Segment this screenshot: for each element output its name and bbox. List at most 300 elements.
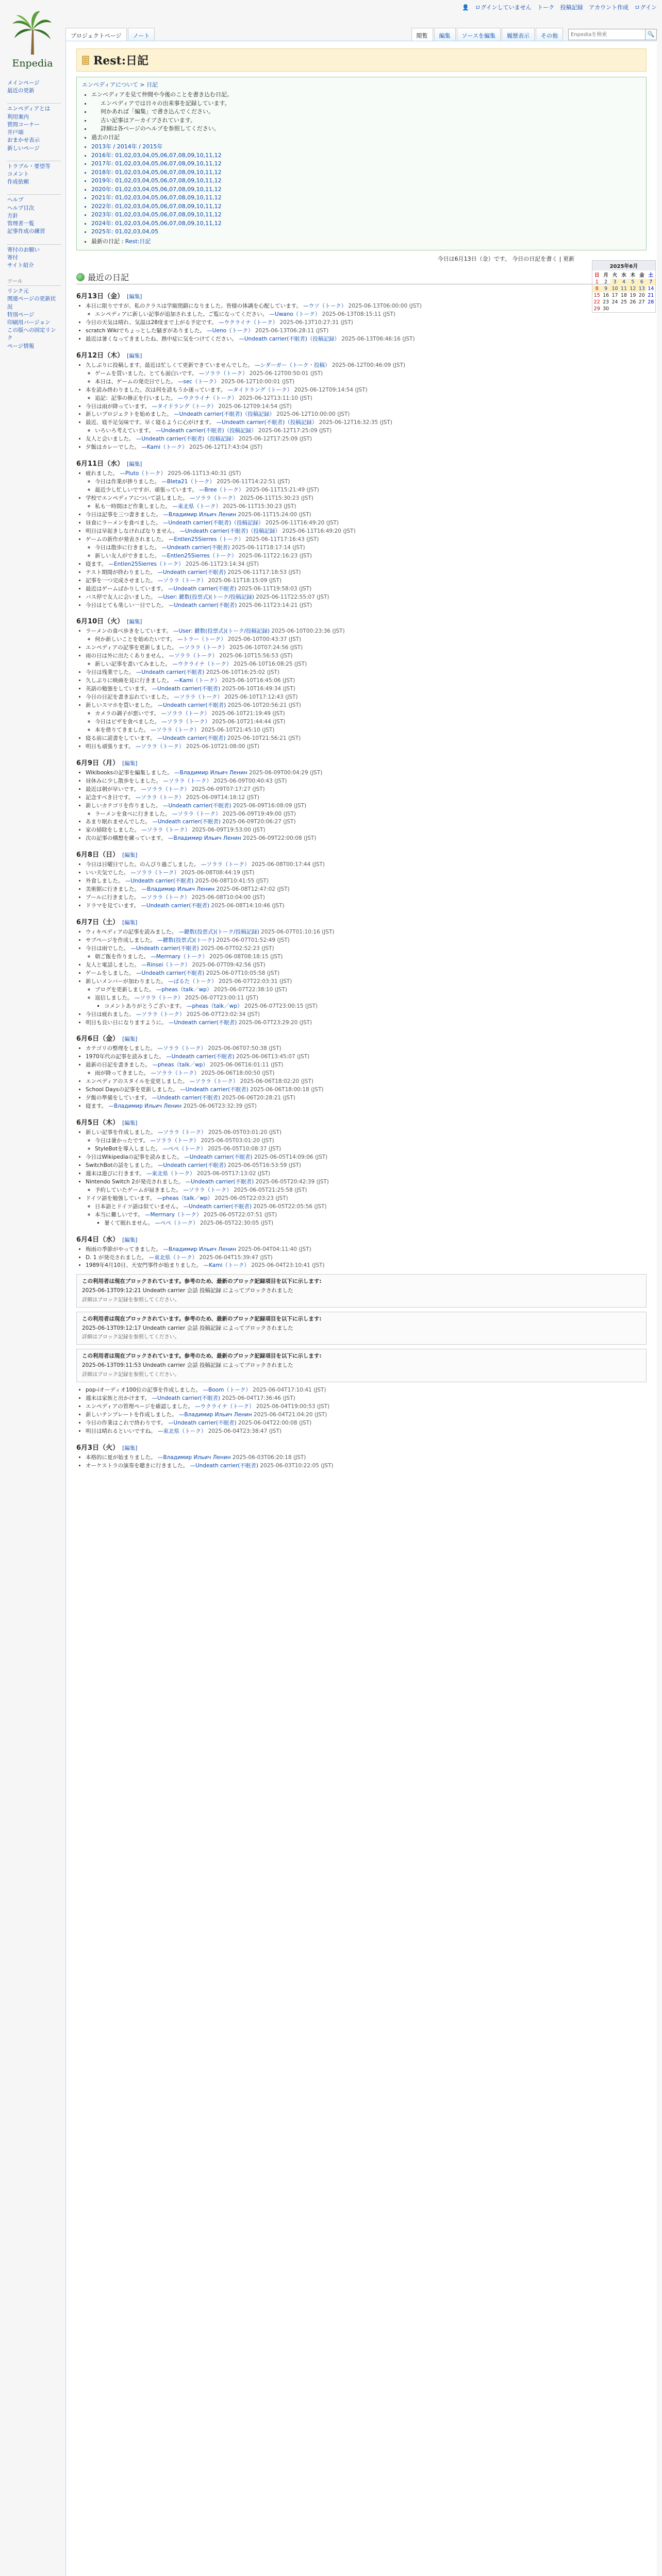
entry-text: オーケストラの演奏を聴きに行きました。 — [86, 1462, 189, 1469]
entry-signature-link[interactable]: —東北県（トーク） — [172, 503, 221, 510]
entry-text: 新しい友人ができました。 — [95, 552, 160, 559]
entry-signature-link[interactable]: —Undeath carrier(不眠者)（投稿記録） — [179, 528, 281, 534]
nav-random[interactable]: おまかせ表示 — [7, 137, 40, 144]
tab-more[interactable]: その他 — [536, 28, 563, 41]
entry-signature-link[interactable]: —Владимир Ильич Ленин — [163, 1246, 237, 1252]
nav-donate-request[interactable]: 寄付のお願い — [7, 246, 40, 253]
archive-row-link[interactable]: • 2017年: 01,02,03,04,05,06,07,08,09,10,11,12 — [91, 160, 641, 168]
search-icon[interactable]: 🔍 — [646, 29, 657, 40]
entry-signature-link[interactable]: —ソララ（トーク） — [201, 861, 250, 868]
diary-entry — [86, 794, 647, 802]
diary-entry — [86, 1419, 647, 1428]
diary-day-date: 6月9日（月） — [76, 759, 120, 767]
entry-signature-link[interactable]: —Undeath carrier(不眠者)（投稿記録） — [136, 436, 237, 443]
breadcrumb[interactable]: エンペディアについて > 日記 — [82, 81, 158, 88]
entry-timestamp: 2025-06-07T23:00:11 (JST) — [185, 994, 258, 1001]
entry-signature-link[interactable]: —Entlen25Sierres（トーク） — [168, 536, 244, 543]
entry-signature-link[interactable]: —東北県（トーク） — [148, 1254, 198, 1261]
calendar-day: 28 — [648, 299, 654, 305]
diary-entry — [86, 577, 647, 585]
diary-entry — [95, 1137, 647, 1145]
nav-site-intro[interactable]: サイト紹介 — [7, 262, 34, 268]
entry-signature-link[interactable]: —ソララ（トーク） — [130, 870, 179, 876]
main-content — [65, 41, 657, 2576]
entry-signature-link[interactable]: —Uwano（トーク） — [269, 311, 321, 317]
entry-signature-link[interactable]: —Undeath carrier(不眠者) — [190, 1462, 258, 1469]
entry-text: 新しい記事を書いてみました。 — [95, 661, 171, 668]
entry-signature-link[interactable]: —タイドラング（トーク） — [152, 403, 217, 410]
entry-signature-link[interactable]: —Entlen25Sierres（トーク） — [108, 561, 184, 567]
tab-history[interactable]: 履歴表示 — [502, 28, 535, 41]
entry-signature-link[interactable]: —ぱるた（トーク） — [168, 978, 217, 985]
entry-signature-link[interactable]: —ウソ（トーク） — [303, 303, 347, 309]
calendar-day: 2 — [604, 279, 608, 285]
section-edit-link[interactable]: [編集] — [122, 1445, 138, 1451]
diary-entry — [95, 478, 647, 486]
entry-signature-link[interactable]: —Kami（トーク） — [141, 444, 188, 451]
nav-guide[interactable]: 利用案内 — [7, 113, 29, 120]
calendar-day: 22 — [593, 299, 600, 305]
entry-text: テスト期間が終わりました。 — [86, 569, 156, 575]
entry-signature-link[interactable]: —Merrnary（トーク） — [145, 1211, 202, 1218]
entry-text: 暑くて眠れません。 — [104, 1219, 154, 1226]
month-calendar — [592, 260, 656, 313]
entry-signature-link[interactable]: —pheas（talk／wp） — [187, 1003, 243, 1009]
calendar-day[interactable]: 12 — [628, 285, 637, 292]
entry-signature-link[interactable]: —ぺぺ（トーク） — [162, 1146, 206, 1153]
entry-signature-link[interactable]: —ソララ（トーク） — [157, 1045, 206, 1052]
entry-signature-link[interactable]: —ソララ（トーク） — [136, 1011, 185, 1018]
not-logged-in: ログインしていません — [475, 4, 532, 11]
entry-list — [76, 1454, 647, 1470]
entry-signature-link[interactable]: —Undeath carrier(不眠者) — [180, 1087, 249, 1093]
nav-trouble[interactable]: トラブル・要望等 — [7, 163, 51, 170]
entry-timestamp: 2025-06-12T10:00:00 (JST) — [276, 411, 350, 418]
entry-signature-link[interactable]: —ソララ（トーク） — [183, 1187, 232, 1193]
diary-icon — [82, 56, 89, 65]
entry-signature-link[interactable]: —ソララ（トーク） — [161, 718, 210, 725]
entry-timestamp: 2025-06-06T18:00:18 (JST) — [250, 1087, 324, 1093]
entry-signature-link[interactable]: —鍵数(投票式)(トーク) — [157, 937, 215, 943]
entry-timestamp: 2025-06-09T14:18:12 (JST) — [186, 794, 259, 801]
archive-row-link[interactable]: • 2020年: 01,02,03,04,05,06,07,08,09,10,11,12 — [91, 185, 641, 194]
entry-signature-link[interactable]: —sec（トーク） — [177, 378, 220, 385]
entry-signature-link[interactable]: —Undeath carrier(不眠者) — [130, 945, 199, 952]
entry-signature-link[interactable]: —pheas（talk／wp） — [156, 986, 212, 993]
calendar-day[interactable]: 6 — [637, 279, 646, 285]
entry-text: 雨の日は外に出たくありません。 — [86, 653, 168, 659]
tab-edit[interactable]: 編集 — [434, 28, 456, 41]
tool-print[interactable]: 印刷用バージョン — [7, 319, 51, 326]
entry-text: ラーメンの食べ歩きをしています。 — [86, 628, 172, 635]
block-notice-body: 2025-06-13T09:12:21 Undeath carrier 会話 投稿記録 によってブロックされました — [82, 1287, 293, 1294]
entry-signature-link[interactable]: —Владимир Ильич Ленин — [168, 835, 241, 842]
archive-row-link[interactable]: • 2013年 / 2014年 / 2015年 — [91, 143, 641, 151]
entry-signature-link[interactable]: —Ueno（トーク） — [207, 327, 254, 334]
entry-signature-link[interactable]: —ぺぺ（トーク） — [155, 1219, 198, 1226]
rest-diary-link[interactable]: Rest:日記 — [125, 238, 151, 245]
tool-permalink[interactable]: この版への固定リンク — [7, 327, 56, 342]
archive-row-link[interactable]: • 2018年: 01,02,03,04,05,06,07,08,09,10,11,12 — [91, 168, 641, 177]
entry-signature-link[interactable]: —Владимир Ильич Ленин — [178, 1411, 252, 1418]
entry-signature-link[interactable]: —Владимир Ильич Ленин — [174, 769, 247, 776]
entry-timestamp: 2025-06-10T16:25:02 (JST) — [206, 669, 280, 676]
entry-signature-link[interactable]: —ソララ（トーク） — [141, 827, 190, 834]
entry-text: 本日に限りですが、私のクラスは学級閉鎖になりました。皆様の体調を心配しています。 — [86, 303, 302, 309]
entry-signature-link[interactable]: —Undeath carrier(不眠者) — [152, 1095, 221, 1101]
globe-icon — [76, 273, 85, 281]
entry-timestamp: 2025-06-06T16:01:11 (JST) — [210, 1062, 284, 1069]
entry-text: 久しぶりに投稿します。最近は忙しくて更新できていませんでした。 — [86, 362, 253, 368]
diary-day-heading — [76, 757, 647, 767]
nav-village-pump[interactable]: 井戸端 — [7, 129, 24, 136]
diary-entry — [86, 894, 647, 902]
entry-timestamp: 2025-06-05T22:03:23 (JST) — [214, 1195, 288, 1201]
entry-signature-link[interactable]: —ソララ（トーク） — [169, 653, 218, 659]
entry-list — [76, 1246, 647, 1270]
entry-list — [76, 1386, 647, 1436]
section-edit-link[interactable]: [編集] — [127, 352, 142, 359]
entry-signature-link[interactable]: —Undeath carrier(不眠者) — [152, 819, 221, 825]
recent-diary-heading — [76, 271, 647, 284]
entry-signature-link[interactable]: —Undeath carrier(不眠者) — [136, 669, 205, 676]
entry-signature-link[interactable]: —Undeath carrier(不眠者) — [168, 1019, 237, 1026]
create-account-link[interactable]: アカウント作成 — [589, 4, 629, 11]
entry-signature-link[interactable]: —ソララ（トーク） — [136, 743, 185, 750]
entry-signature-link[interactable]: —シダーガー（トーク・投稿） — [255, 362, 330, 368]
entry-signature-link[interactable]: —Undeath carrier(不眠者) — [125, 878, 194, 885]
entry-text: 最近はゲームばかりしています。 — [86, 585, 167, 592]
entry-signature-link[interactable]: —Bree（トーク） — [199, 487, 244, 494]
entry-text: 今日は作業が捗りました。 — [95, 479, 160, 485]
diary-entry — [86, 818, 647, 826]
entry-list — [76, 362, 647, 452]
entry-text: 最近は暑くなってきましたね、熱中症に気をつけてください。 — [86, 335, 237, 342]
diary-day-heading — [76, 616, 647, 625]
entry-signature-link[interactable]: —ソララ（トーク） — [174, 694, 223, 701]
section-edit-link[interactable]: [編集] — [127, 294, 142, 300]
entry-text: 明日は早起きしなければなりません。 — [86, 528, 178, 534]
diary-entry — [95, 1211, 647, 1219]
entry-signature-link[interactable]: —東北県（トーク） — [157, 1428, 207, 1434]
entry-signature-link[interactable]: —Владимир Ильич Ленин — [163, 512, 237, 518]
entry-list — [76, 1045, 647, 1111]
section-edit-link[interactable]: [編集] — [127, 461, 142, 468]
entry-signature-link[interactable]: —pheas（talk／wp） — [157, 1195, 213, 1201]
entry-signature-link[interactable]: —Undeath carrier(不眠者) — [152, 1395, 221, 1401]
entry-text: StyleBotを導入しました。 — [95, 1146, 161, 1153]
entry-signature-link[interactable]: —トラー（トーク） — [177, 636, 226, 643]
entry-text: 今日は雨でした。 — [86, 945, 129, 952]
entry-timestamp: 2025-06-10T21:56:21 (JST) — [227, 735, 301, 741]
entry-signature-link[interactable]: —ソララ（トーク） — [179, 645, 228, 651]
entry-signature-link[interactable]: —Undeath carrier(不眠者) — [168, 1419, 237, 1426]
entry-signature-link[interactable]: —Undeath carrier(不眠者) — [161, 544, 230, 551]
archive-row-link[interactable]: • 2019年: 01,02,03,04,05,06,07,08,09,10,11,12 — [91, 177, 641, 185]
block-log-link[interactable]: 詳細はブロック記録を参照してください。 — [82, 1297, 180, 1303]
diary-entry — [86, 886, 647, 894]
entry-text: バス停で友人に会いました。 — [86, 594, 156, 600]
entry-signature-link[interactable]: —Undeath carrier(不眠者) — [162, 802, 231, 809]
nav-questions[interactable]: 質問コーナー — [7, 121, 40, 128]
entry-timestamp: 2025-06-12T17:25:09 (JST) — [238, 436, 312, 443]
site-logo[interactable] — [0, 0, 65, 77]
diary-infobox: エンペディアについて > 日記 • エンペディアを見て仲間や今後のことを書き込む日記。 • エンペディアでは日々の出来事を記録しています。 • 何かあれば「編集」で書き込んでください。 • 古い記事はアーカイブされています。 • 詳細は各ページのヘルプを参照してください。 • 過去の日記 • 2013年 / 2014年 / 2015年 • 2016年: 01,02,03,04,05,06,07,08,09,10,11,12 • 2017年: 01,02,03,04,05,06,07,08,09,10,11,12 • 2018年: 01,02,03,04,05,06,07,08,09,10,11,12 • 2019年: 01,02,03,04,05,06,07,08,09,10,11,12 • 2020年: 01,02,03,04,05,06,07,08,09,10,11,12 • 2021年: 01,02,03,04,05,06,07,08,09,10,11,12 • 2022年: 01,02,03,04,05,06,07,08,09,10,11,12 • 2023年: 01,02,03,04,05,06,07,08,09,10,11,12 • 2024年: 01,02,03,04,05,06,07,08,09,10,11,12 • 2025年: 01,02,03,04,05 • 最新の日記 : Rest:日記 — [76, 77, 647, 250]
diary-entry — [95, 503, 647, 511]
calendar-day[interactable]: 9 — [601, 285, 610, 292]
block-log-link[interactable]: 詳細はブロック記録を参照してください。 — [82, 1334, 180, 1341]
entry-signature-link[interactable]: —Undeath carrier(不眠者) — [157, 735, 226, 741]
entry-signature-link[interactable]: —Undeath carrier(不眠者) — [185, 1178, 254, 1185]
block-log-link[interactable]: 詳細はブロック記録を参照してください。 — [82, 1371, 180, 1378]
section-edit-link[interactable]: [編集] — [122, 920, 138, 926]
entry-signature-link[interactable]: —Bleta21（トーク） — [161, 479, 215, 485]
entry-signature-link[interactable]: —Undeath carrier(不眠者)（投稿記録） — [174, 411, 275, 418]
entry-signature-link[interactable]: —ソララ（トーク） — [134, 994, 184, 1001]
calendar-day — [637, 306, 646, 312]
entry-signature-link[interactable]: —ウクライナ（トーク） — [219, 319, 278, 326]
entry-signature-link[interactable]: —ソララ（トーク） — [151, 726, 200, 733]
login-link[interactable]: ログイン — [634, 4, 657, 11]
diary-entry — [86, 1094, 647, 1103]
tool-whatlinkshere[interactable]: リンク元 — [7, 288, 29, 295]
search-input[interactable] — [568, 29, 646, 40]
entry-signature-link[interactable]: —東北県（トーク） — [146, 1170, 195, 1177]
tab-project-page[interactable]: プロジェクトページ — [65, 28, 127, 41]
entry-text: 友人と電話しました。 — [86, 961, 140, 968]
entry-timestamp: 2025-06-11T13:40:31 (JST) — [168, 470, 241, 477]
entry-signature-link[interactable]: —タイドラング（トーク） — [227, 386, 293, 393]
entry-signature-link[interactable]: —Undeath carrier(不眠者) — [166, 1054, 235, 1060]
entry-timestamp: 2025-06-11T16:49:20 (JST) — [282, 528, 356, 534]
entry-signature-link[interactable]: —ソララ（トーク） — [150, 1138, 200, 1144]
entry-timestamp: 2025-06-06T20:28:21 (JST) — [222, 1095, 295, 1101]
entry-list — [76, 928, 647, 1027]
nav-policy[interactable]: 方針 — [7, 212, 18, 219]
entry-text: ゲームをしました。 — [86, 970, 135, 976]
section-edit-link[interactable]: [編集] — [122, 852, 138, 859]
diary-entry — [86, 495, 647, 503]
entry-signature-link[interactable]: —ソララ（トーク） — [199, 370, 248, 377]
entry-signature-link[interactable]: —Владимир Ильич Ленин — [157, 1454, 231, 1461]
diary-entry — [86, 602, 647, 610]
nav-portal-about — [0, 97, 65, 154]
entry-timestamp: 2025-06-08T08:44:19 (JST) — [181, 870, 255, 876]
archive-row-link[interactable]: • 2024年: 01,02,03,04,05,06,07,08,09,10,11,12 — [91, 219, 641, 228]
entry-signature-link[interactable]: —Undeath carrier(不眠者) — [168, 585, 237, 592]
nav-admins[interactable]: 管理者一覧 — [7, 221, 35, 227]
entry-text: D. 1 が発売されました。 — [86, 1254, 147, 1261]
calendar-day[interactable]: 4 — [619, 279, 628, 285]
section-edit-link[interactable]: [編集] — [122, 1036, 138, 1043]
entry-text: 今日はWikipediaの記事を読みました。 — [86, 1154, 183, 1160]
calendar-day[interactable]: 11 — [619, 285, 628, 292]
calendar-day[interactable]: 10 — [610, 285, 619, 292]
entry-timestamp: 2025-06-13T08:15:11 (JST) — [322, 311, 395, 317]
entry-signature-link[interactable]: —ソララ（トーク） — [151, 1070, 200, 1077]
entry-list — [76, 769, 647, 843]
entry-list — [76, 470, 647, 609]
section-edit-link[interactable]: [編集] — [122, 1120, 138, 1127]
entry-text: 新しいメンバーが加わりました。 — [86, 978, 167, 985]
diary-day-date: 6月3日（火） — [76, 1444, 120, 1452]
entry-signature-link[interactable]: —Undeath carrier(不眠者) — [157, 1162, 226, 1168]
diary-day-date: 6月7日（土） — [76, 919, 120, 927]
entry-signature-link[interactable]: —User: 鍵数(投票式)(トーク/投稿記録) — [173, 628, 270, 635]
entry-list — [76, 1129, 647, 1227]
entry-signature-link[interactable]: —Undeath carrier(不眠者)（投稿記録） — [239, 335, 340, 342]
nav-help-contents[interactable]: ヘルプ目次 — [7, 205, 35, 211]
entry-text: 朝ご飯を作りました。 — [95, 953, 149, 960]
entry-text: エンペディアのスタイルを変更しました。 — [86, 1078, 188, 1085]
entry-signature-link[interactable]: —ソララ（トーク） — [135, 794, 185, 801]
entry-timestamp: 2025-06-11T15:21:49 (JST) — [245, 487, 319, 494]
nav-help[interactable]: ヘルプ — [7, 197, 24, 204]
entry-timestamp: 2025-06-06T23:32:39 (JST) — [183, 1103, 257, 1110]
entry-text: ゲームを買いました。とても面白いです。 — [95, 370, 197, 377]
today-bar: 今日は6月13日（金）です。 今日の日記を書く | 更新 — [437, 256, 574, 262]
entry-signature-link[interactable]: —Kami（トーク） — [203, 1262, 250, 1269]
entry-text: 週末は遊びに行きます。 — [86, 1170, 145, 1177]
entry-signature-link[interactable]: —ウクライナ（トーク） — [177, 395, 238, 401]
entry-text: ドイツ語を勉強しています。 — [86, 1195, 156, 1201]
calendar-day[interactable]: 3 — [610, 279, 619, 285]
calendar-day — [647, 306, 655, 312]
entry-signature-link[interactable]: —Boom（トーク） — [203, 1386, 251, 1393]
entry-signature-link[interactable]: —Undeath carrier(不眠者) — [183, 1203, 252, 1210]
entry-signature-link[interactable]: —Entlen25Sierres（トーク） — [161, 552, 237, 559]
entry-signature-link[interactable]: —Undeath carrier(不眠者) — [152, 686, 221, 692]
entry-signature-link[interactable]: —Undeath carrier(不眠者) — [184, 1154, 253, 1160]
nav-about[interactable]: エンペディアとは — [7, 106, 51, 112]
section-edit-link[interactable]: [編集] — [127, 619, 142, 625]
nav-comment[interactable]: コメント — [7, 171, 29, 177]
diary-entry — [86, 403, 647, 411]
tool-special-pages[interactable]: 特別ページ — [7, 311, 35, 318]
entry-signature-link[interactable]: —ウクライナ（トーク） — [172, 661, 232, 668]
diary-entry — [86, 786, 647, 794]
diary-entry — [86, 652, 647, 660]
nav-main-page[interactable]: メインページ — [7, 80, 40, 86]
entry-signature-link[interactable]: —ソララ（トーク） — [189, 495, 239, 502]
diary-entry — [95, 552, 647, 561]
archive-row-link[interactable]: • 2016年: 01,02,03,04,05,06,07,08,09,10,11,12 — [91, 151, 641, 160]
entry-signature-link[interactable]: —Владимир Ильич Ленин — [108, 1103, 182, 1110]
entry-signature-link[interactable]: —Undeath carrier(不眠者) — [136, 970, 205, 976]
calendar-weekday: 土 — [648, 273, 654, 278]
entry-text: 記念すべき日です。 — [86, 794, 134, 801]
entry-signature-link[interactable]: —Undeath carrier(不眠者)（投稿記録） — [156, 428, 257, 434]
diary-entry — [86, 1462, 647, 1470]
entry-signature-link[interactable]: —ソララ（トーク） — [141, 894, 190, 901]
calendar-weekday: 月 — [603, 273, 608, 278]
entry-signature-link[interactable]: —ソララ（トーク） — [161, 710, 210, 717]
archive-row-link[interactable]: • 2023年: 01,02,03,04,05,06,07,08,09,10,11,12 — [91, 211, 641, 219]
entry-text: 英語の勉強をしています。 — [86, 686, 151, 692]
calendar-day[interactable]: 13 — [637, 285, 646, 292]
block-notice-body: 2025-06-13T09:11:53 Undeath carrier 会話 投稿記録 によってブロックされました — [82, 1362, 293, 1369]
tool-page-info[interactable]: ページ情報 — [7, 343, 35, 349]
archive-row-link[interactable]: • 2025年: 01,02,03,04,05 — [91, 228, 641, 236]
diary-day-heading — [76, 1234, 647, 1244]
entry-signature-link[interactable]: —Undeath carrier(不眠者)（投稿記録） — [216, 419, 318, 426]
entry-signature-link[interactable]: —Kami（トーク） — [174, 677, 220, 684]
diary-entry — [95, 427, 647, 435]
entry-signature-link[interactable]: —pheas（talk／wp） — [152, 1062, 208, 1069]
entry-signature-link[interactable]: —Undeath carrier(不眠者) — [168, 602, 237, 608]
tab-read[interactable]: 閲覧 — [411, 28, 433, 41]
nav-portal-main — [0, 77, 65, 97]
section-edit-link[interactable]: [編集] — [122, 760, 138, 767]
tool-related-changes[interactable]: 関連ページの更新状況 — [7, 296, 56, 310]
entry-signature-link[interactable]: —ソララ（トーク） — [157, 1129, 207, 1136]
diary-entry — [86, 743, 647, 751]
entry-timestamp: 2025-06-07T23:00:15 (JST) — [244, 1003, 318, 1009]
entry-signature-link[interactable]: —Merrnary（トーク） — [151, 953, 208, 960]
tab-talk[interactable]: ノート — [128, 28, 155, 41]
entry-signature-link[interactable]: —Pluto（トーク） — [120, 470, 166, 477]
entry-signature-link[interactable]: —ウクライナ（トーク） — [195, 1403, 255, 1410]
entry-signature-link[interactable]: —User: 鍵数(投票式)(トーク/投稿記録) — [157, 594, 254, 600]
calendar-day: 25 — [620, 299, 627, 305]
entry-timestamp: 2025-06-03T10:22:05 (JST) — [260, 1462, 334, 1469]
entry-signature-link[interactable]: —Undeath carrier(不眠者) — [157, 569, 226, 575]
nav-donate[interactable]: 寄付 — [7, 254, 18, 261]
contributions-link[interactable]: 投稿記録 — [560, 4, 583, 11]
calendar-weekday: 火 — [612, 273, 618, 278]
entry-text: 追記：記事の修正を行いました。 — [95, 395, 176, 401]
archive-row-link[interactable]: • 2021年: 01,02,03,04,05,06,07,08,09,10,11,12 — [91, 194, 641, 202]
entry-timestamp: 2025-06-13T10:27:31 (JST) — [279, 319, 353, 326]
entry-timestamp: 2025-06-08T10:04:00 (JST) — [191, 894, 265, 901]
entry-text: エンペディアに新しい記事が追加されました。ご覧になってください。 — [95, 311, 268, 317]
entry-list — [76, 302, 647, 344]
entry-signature-link[interactable]: —ソララ（トーク） — [157, 577, 207, 584]
nav-new-pages[interactable]: 新しいページ — [7, 145, 40, 151]
entry-text: 学校でエンペディアについて話しました。 — [86, 495, 188, 502]
archive-row-link[interactable]: • 2022年: 01,02,03,04,05,06,07,08,09,10,11,12 — [91, 202, 641, 211]
nav-recent-changes[interactable]: 最近の更新 — [7, 88, 35, 94]
entry-signature-link[interactable]: —鍵数(投票式)(トーク/投稿記録) — [178, 929, 259, 936]
calendar-day[interactable]: 8 — [592, 285, 601, 292]
nav-sandbox[interactable]: 記事作成の練習 — [7, 228, 45, 235]
talk-link[interactable]: トーク — [537, 4, 555, 11]
entry-signature-link[interactable]: —ソララ（トーク） — [163, 777, 212, 784]
entry-timestamp: 2025-06-13T06:46:16 (JST) — [341, 335, 415, 342]
entry-text: pop-iオーディオ100位の記事を作成しました。 — [86, 1386, 202, 1393]
entry-text: 今日は残業でした。 — [86, 669, 135, 676]
calendar-day[interactable]: 5 — [628, 279, 637, 285]
entry-signature-link[interactable]: —Undeath carrier(不眠者)（投稿記録） — [162, 519, 264, 526]
tab-edit-source[interactable]: ソースを編集 — [457, 28, 501, 41]
entry-timestamp: 2025-06-12T00:50:01 (JST) — [249, 370, 323, 377]
section-edit-link[interactable]: [編集] — [122, 1236, 138, 1243]
entry-signature-link[interactable]: —ソララ（トーク） — [141, 786, 190, 792]
entry-signature-link[interactable]: —ソララ（トーク） — [172, 810, 221, 817]
diary-days — [76, 291, 647, 1470]
diary-day-heading — [76, 291, 647, 300]
entry-signature-link[interactable]: —Владимир Ильич Ленин — [141, 886, 215, 893]
entry-signature-link[interactable]: —Undeath carrier(不眠者) — [157, 702, 226, 709]
entry-signature-link[interactable]: —ソララ（トーク） — [189, 1078, 239, 1085]
entry-text: 新しいプロジェクトを始めました。 — [86, 411, 172, 418]
entry-signature-link[interactable]: —Rinsei（トーク） — [141, 961, 191, 968]
entry-text: ラーメンを食べに行きました。 — [95, 810, 171, 817]
entry-signature-link[interactable]: —Undeath carrier(不眠者) — [141, 903, 210, 909]
nav-request[interactable]: 作成依頼 — [7, 179, 29, 185]
calendar-day[interactable]: 7 — [647, 279, 655, 285]
entry-timestamp: 2025-06-10T20:56:21 (JST) — [227, 702, 301, 709]
